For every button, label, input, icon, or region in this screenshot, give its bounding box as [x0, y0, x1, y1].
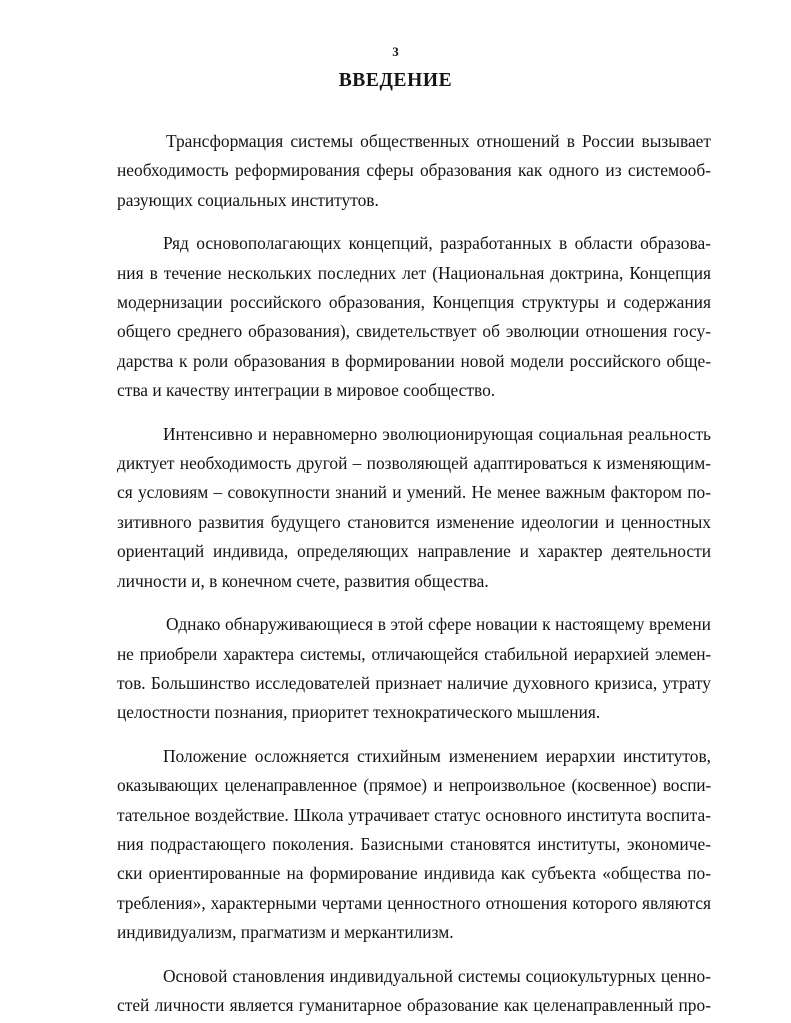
page-number: 3: [392, 44, 399, 59]
text-line: модернизации российского образования, Концепция структуры и содержания: [117, 292, 711, 313]
text-line: тательное воздействие. Школа утрачивает статус основного института воспита-: [117, 804, 711, 825]
text-line: дарства к роли образования в формировании новой модели российского обще-: [117, 350, 711, 371]
text-line: оказывающих целенаправленное (прямое) и непроизвольное (косвенное) воспи-: [117, 775, 711, 796]
text-line: ориентаций индивида, определяющих направление и характер деятельности: [117, 541, 711, 562]
paragraph: [117, 420, 711, 596]
text-line: ства и качеству интеграции в мировое сообщество.: [117, 380, 496, 401]
text-line: Ряд основополагающих концепций, разработанных в области образова-: [163, 233, 711, 254]
text-line: личности и, в конечном счете, развития общества.: [117, 570, 489, 591]
page-title: ВВЕДЕНИЕ: [338, 70, 453, 91]
paragraph: [117, 229, 711, 405]
text-line: необходимость реформирования сферы образования как одного из системооб-: [117, 160, 711, 181]
text-line: ния в течение нескольких последних лет (Национальная доктрина, Концепция: [117, 262, 711, 283]
text-line: не приобрели характера системы, отличающейся стабильной иерархией элемен-: [117, 643, 711, 664]
text-line: индивидуализм, прагматизм и меркантилизм.: [117, 922, 454, 943]
text-line: Трансформация системы общественных отношений в России вызывает: [166, 131, 711, 151]
text-line: тов. Большинство исследователей признает наличие духовного кризиса, утрату: [117, 672, 711, 693]
text-line: диктует необходимость другой – позволяющей адаптироваться к изменяющим-: [117, 453, 711, 474]
text-line: Основой становления индивидуальной системы социокультурных ценно-: [163, 965, 711, 986]
body-text: [117, 127, 711, 1020]
text-line: Положение осложняется стихийным изменением иерархии институтов,: [163, 745, 711, 766]
text-line: требления», характерными чертами ценностного отношения которого являются: [117, 892, 711, 913]
text-line: Интенсивно и неравномерно эволюционирующая социальная реальность: [163, 423, 711, 444]
text-line: ся условиям – совокупности знаний и умений. Не менее важным фактором по-: [117, 482, 711, 503]
text-line: общего среднего образования), свидетельствует об эволюции отношения госу-: [117, 321, 711, 342]
text-line: ния подрастающего поколения. Базисными становятся институты, экономиче-: [117, 833, 711, 854]
text-line: стей личности является гуманитарное образование как целенаправленный про-: [117, 994, 711, 1015]
text-line: Однако обнаруживающиеся в этой сфере новации к настоящему времени: [166, 614, 711, 635]
text-line: ски ориентированные на формирование индивида как субъекта «общества по-: [117, 863, 711, 884]
paragraph: [117, 127, 711, 215]
text-line: разующих социальных институтов.: [117, 189, 379, 210]
paragraph: [117, 610, 711, 728]
paragraph: [117, 962, 711, 1021]
paragraph: [117, 742, 711, 948]
text-line: зитивного развития будущего становится изменение идеологии и ценностных: [117, 511, 711, 532]
text-line: целостности познания, приоритет технократического мышления.: [117, 702, 601, 723]
